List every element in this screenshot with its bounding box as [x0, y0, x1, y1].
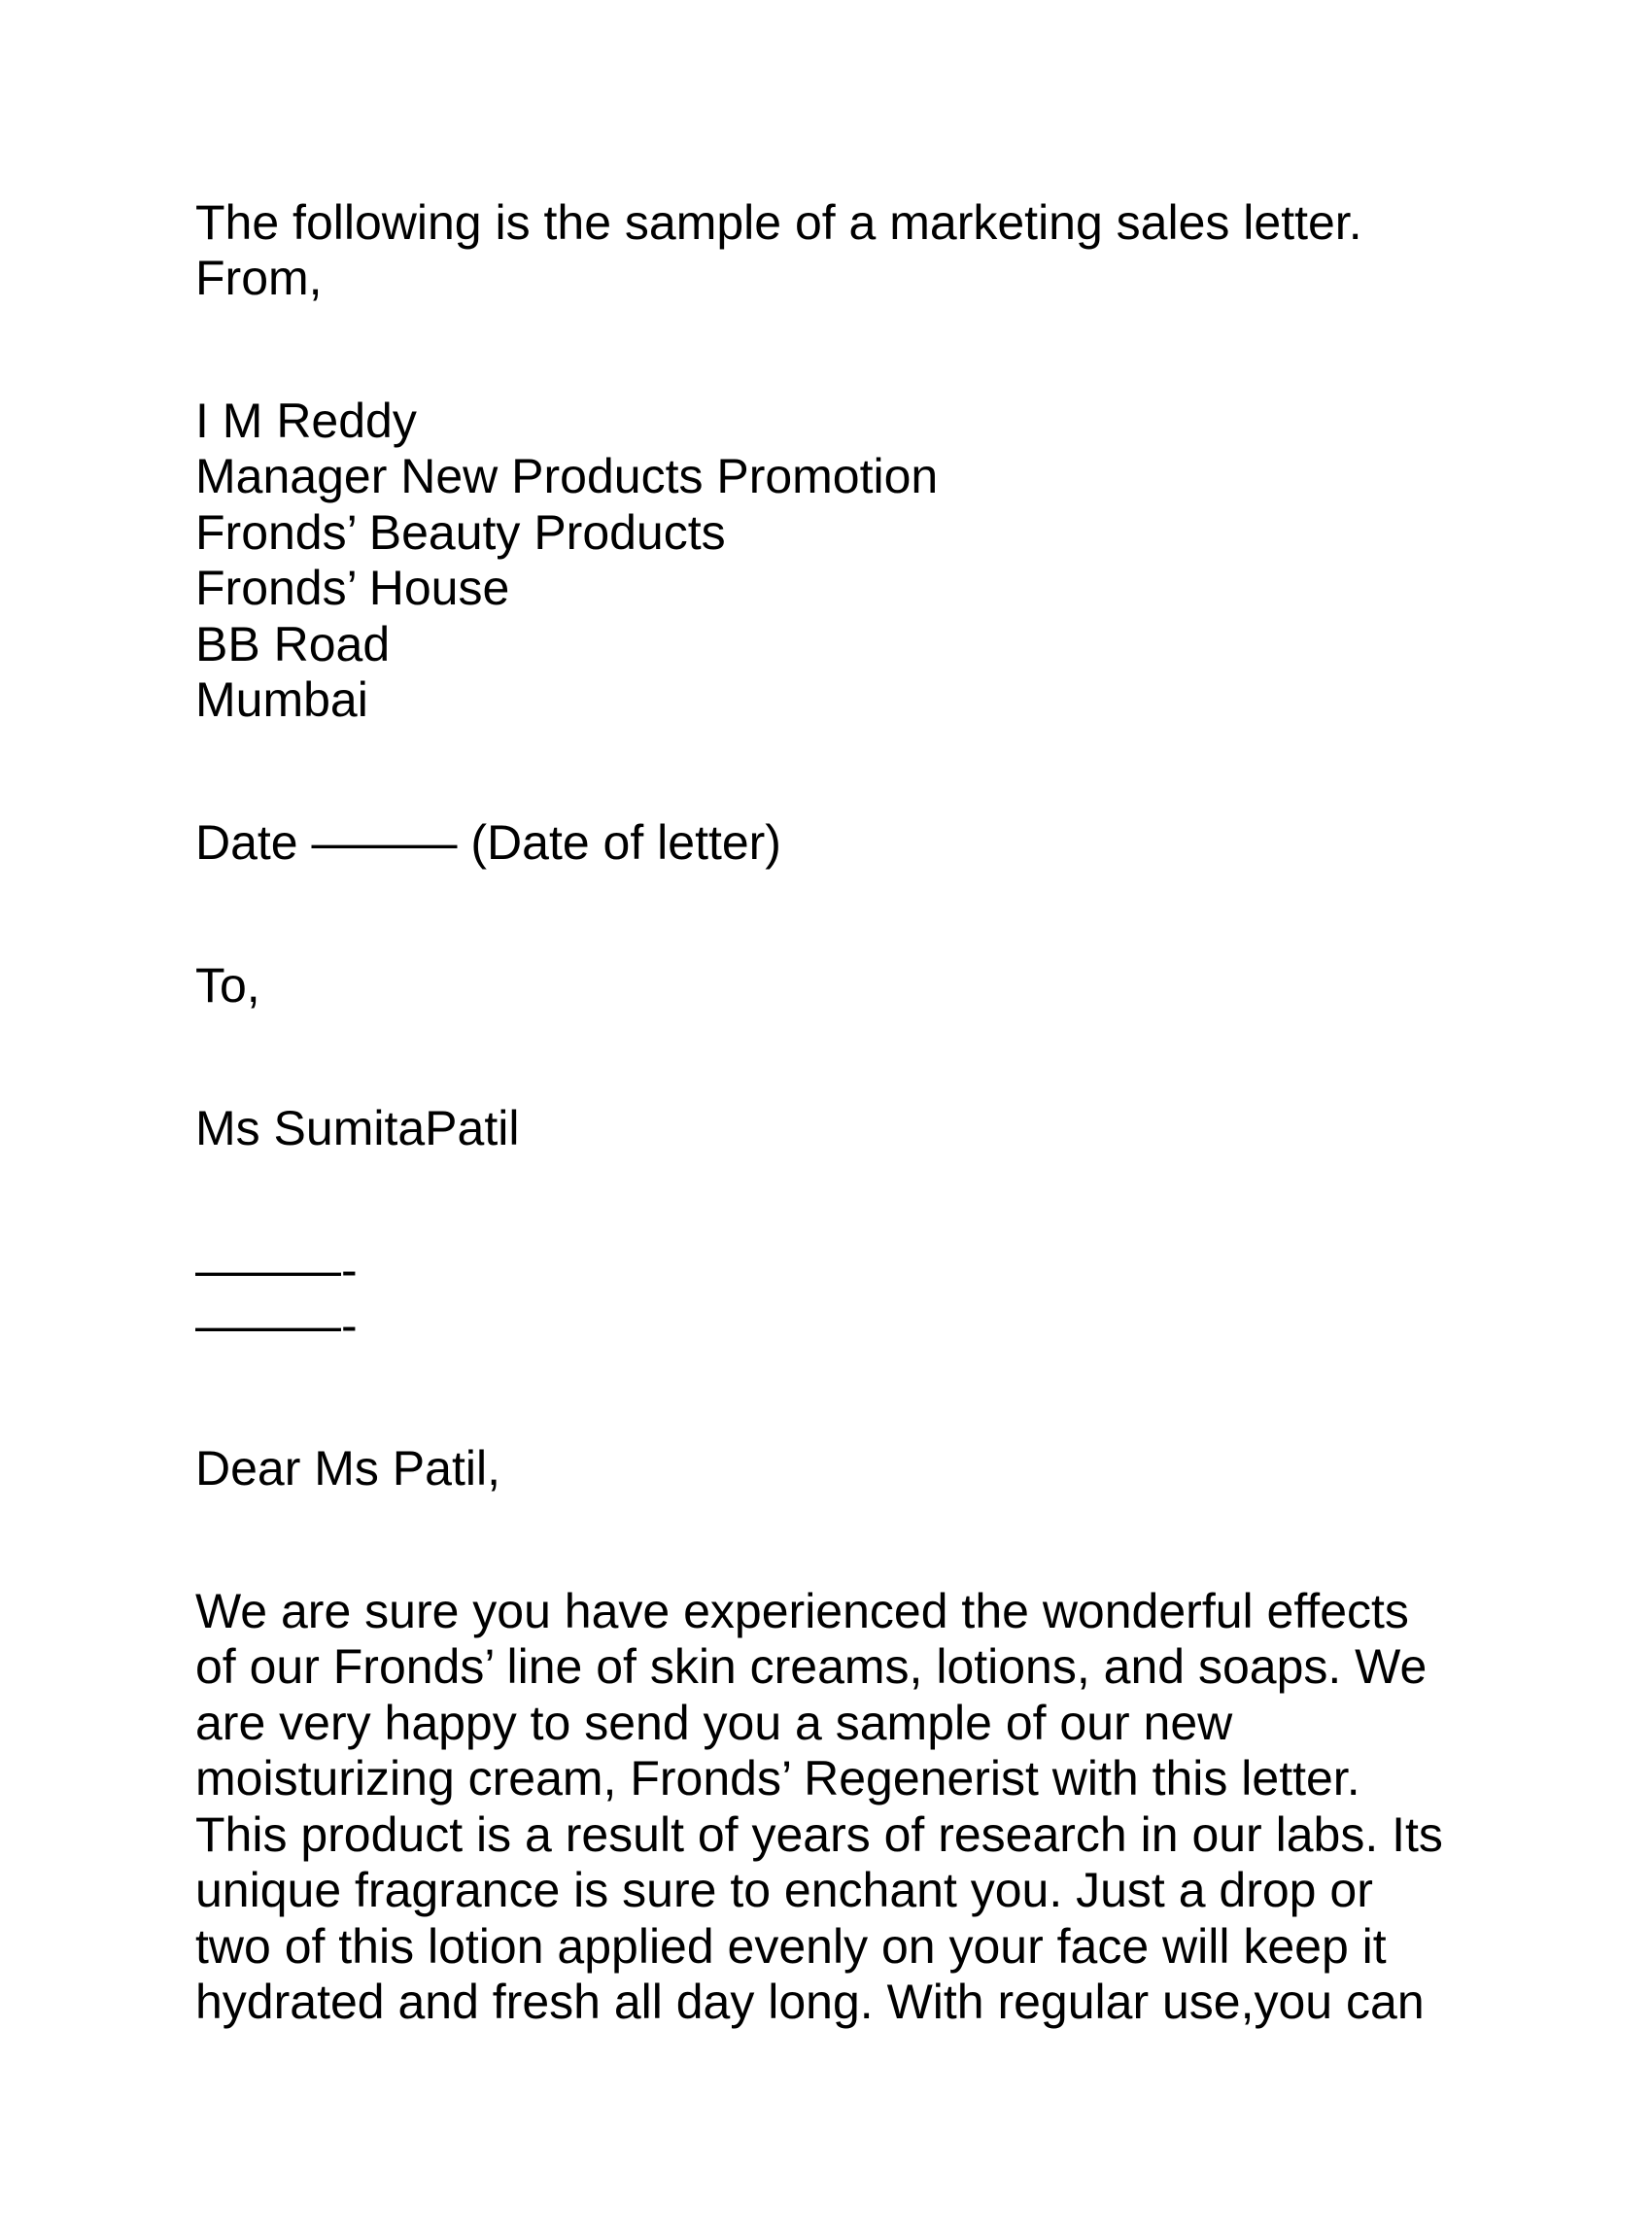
body-line: hydrated and fresh all day long. With regular use,you can [195, 1975, 1425, 2029]
body-line: We are sure you have experienced the wonderful effects [195, 1584, 1409, 1638]
sender-company: Fronds’ Beauty Products [195, 505, 726, 560]
body-line: moisturizing cream, Fronds’ Regenerist with this letter. [195, 1751, 1360, 1805]
salutation: Dear Ms Patil, [195, 1441, 500, 1496]
body-line: are very happy to send you a sample of our new [195, 1696, 1233, 1750]
from-label: From, [195, 251, 323, 305]
to-label: To, [195, 958, 260, 1013]
date-line: Date ——— (Date of letter) [195, 815, 781, 870]
sender-city: Mumbai [195, 672, 368, 727]
sender-name: I M Reddy [195, 394, 417, 448]
recipient-name: Ms SumitaPatil [195, 1101, 520, 1155]
intro-text: The following is the sample of a marketing sales letter. [195, 195, 1362, 250]
sender-title: Manager New Products Promotion [195, 449, 939, 503]
recipient-address-line-1: ———- [195, 1243, 358, 1297]
body-line: two of this lotion applied evenly on your face will keep it [195, 1919, 1387, 1974]
body-line: unique fragrance is sure to enchant you. Just a drop or [195, 1863, 1373, 1917]
recipient-address-line-2: ———- [195, 1298, 358, 1353]
sender-street: BB Road [195, 617, 391, 671]
body-line: of our Fronds’ line of skin creams, lotions, and soaps. We [195, 1639, 1428, 1694]
body-line: This product is a result of years of research in our labs. Its [195, 1807, 1443, 1862]
sender-building: Fronds’ House [195, 561, 510, 615]
